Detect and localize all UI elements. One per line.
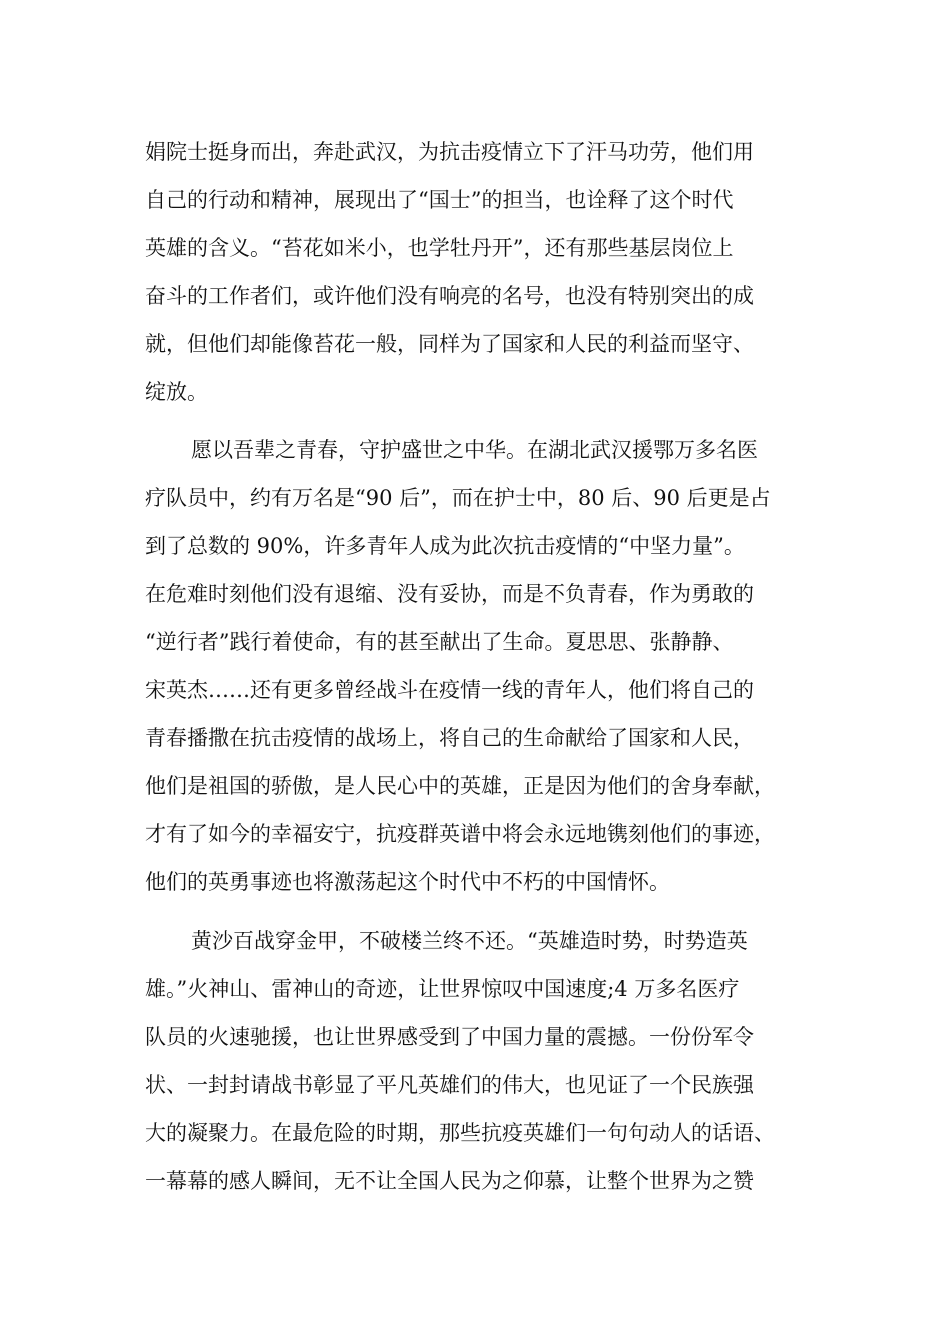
text-line: 就，但他们却能像苔花一般，同样为了国家和人民的利益而坚守、 xyxy=(145,332,754,356)
text-line: 青春播撒在抗击疫情的战场上，将自己的生命献给了国家和人民， xyxy=(145,726,754,750)
text-line: 他们是祖国的骄傲，是人民心中的英雄，正是因为他们的舍身奉献， xyxy=(145,774,775,798)
text-line: 才有了如今的幸福安宁，抗疫群英谱中将会永远地镌刻他们的事迹， xyxy=(145,822,775,846)
paragraph-first-line: 愿以吾辈之青春，守护盛世之中华。在湖北武汉援鄂万多名医 xyxy=(191,438,758,462)
text-line: 队员的火速驰援，也让世界感受到了中国力量的震撼。一份份军令 xyxy=(145,1025,754,1049)
text-line: 到了总数的 90%，许多青年人成为此次抗击疫情的“中坚力量”。 xyxy=(145,534,745,558)
text-line: 绽放。 xyxy=(145,380,208,404)
paragraph-first-line: 黄沙百战穿金甲，不破楼兰终不还。“英雄造时势，时势造英 xyxy=(191,929,748,953)
text-line: 在危难时刻他们没有退缩、没有妥协，而是不负青春，作为勇敢的 xyxy=(145,582,754,606)
text-line: 一幕幕的感人瞬间，无不让全国人民为之仰慕，让整个世界为之赞 xyxy=(145,1169,754,1193)
text-line: 他们的英勇事迹也将激荡起这个时代中不朽的中国情怀。 xyxy=(145,870,670,894)
text-line: 雄。”火神山、雷神山的奇迹，让世界惊叹中国速度;4 万多名医疗 xyxy=(145,977,740,1001)
text-line: 疗队员中，约有万名是“90 后”，而在护士中，80 后、90 后更是占 xyxy=(145,486,771,510)
text-line: 状、一封封请战书彰显了平凡英雄们的伟大，也见证了一个民族强 xyxy=(145,1073,754,1097)
text-line: 娟院士挺身而出，奔赴武汉，为抗击疫情立下了汗马功劳，他们用 xyxy=(145,140,754,164)
text-line: “逆行者”践行着使命，有的甚至献出了生命。夏思思、张静静、 xyxy=(145,630,734,654)
text-line: 大的凝聚力。在最危险的时期，那些抗疫英雄们一句句动人的话语、 xyxy=(145,1121,775,1145)
text-line: 英雄的含义。“苔花如米小，也学牡丹开”，还有那些基层岗位上 xyxy=(145,236,734,260)
text-line: 自己的行动和精神，展现出了“国士”的担当，也诠释了这个时代 xyxy=(145,188,734,212)
text-line: 奋斗的工作者们，或许他们没有响亮的名号，也没有特别突出的成 xyxy=(145,284,754,308)
text-line: 宋英杰……还有更多曾经战斗在疫情一线的青年人，他们将自己的 xyxy=(145,678,754,702)
